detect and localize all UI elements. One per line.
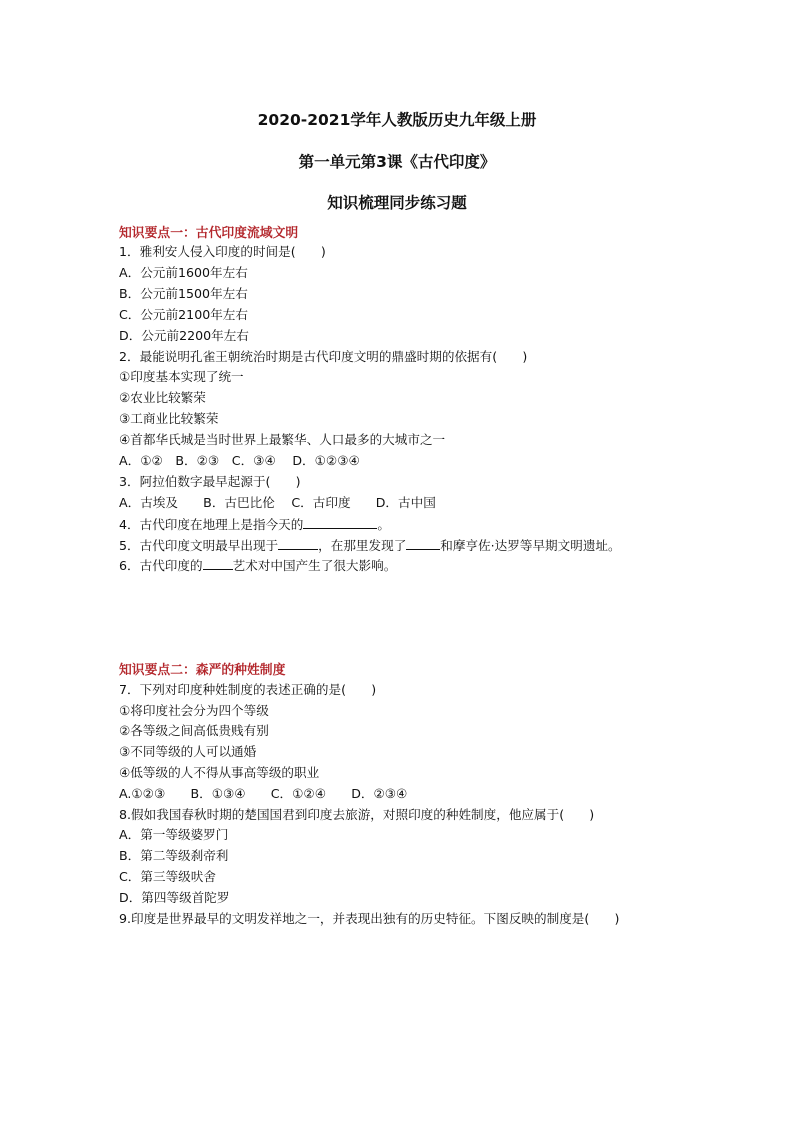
- q3-stem: 3．阿拉伯数字最早起源于( ): [119, 474, 301, 489]
- q7-item-3: ③不同等级的人可以通婚: [119, 744, 257, 759]
- q6-text-before: 6．古代印度的: [119, 558, 203, 573]
- q6-line: [119, 556, 396, 575]
- q1-option-d: D．公元前2200年左右: [119, 328, 249, 343]
- q9-stem: 9.印度是世界最早的文明发祥地之一，并表现出独有的历史特征。下图反映的制度是( ): [119, 911, 620, 926]
- q2-item-2: ②农业比较繁荣: [119, 390, 206, 405]
- q5-answer-blank-1[interactable]: [278, 536, 318, 550]
- q7-choices: A.①②③ B．①③④ C．①②④ D．②③④: [119, 786, 408, 801]
- q2-item-3: ③工商业比较繁荣: [119, 411, 219, 426]
- q2-choices: A．①② B．②③ C．③④ D．①②③④: [119, 453, 360, 468]
- q8-option-d: D．第四等级首陀罗: [119, 890, 230, 905]
- q1-option-a: A．公元前1600年左右: [119, 265, 248, 280]
- q5-text-before: 5．古代印度文明最早出现于: [119, 538, 279, 553]
- q8-option-a: A．第一等级婆罗门: [119, 827, 229, 842]
- q5-text-after: 和摩亨佐·达罗等早期文明遗址。: [440, 538, 621, 553]
- q7-item-4: ④低等级的人不得从事高等级的职业: [119, 765, 320, 780]
- q4-text-before: 4．古代印度在地理上是指今天的: [119, 517, 304, 532]
- q4-line: [119, 515, 390, 534]
- q5-text-middle: ，在那里发现了: [318, 538, 407, 553]
- q3-choices: A．古埃及 B．古巴比伦 C．古印度 D．古中国: [119, 495, 436, 510]
- section1-heading: 知识要点一：古代印度流域文明: [119, 226, 299, 241]
- q1-stem: 1．雅利安人侵入印度的时间是( ): [119, 244, 326, 259]
- q6-text-after: 艺术对中国产生了很大影响。: [232, 558, 397, 573]
- q7-item-2: ②各等级之间高低贵贱有别: [119, 723, 269, 738]
- q4-answer-blank[interactable]: [303, 515, 377, 529]
- q5-line: [119, 536, 621, 555]
- q2-stem: 2．最能说明孔雀王朝统治时期是古代印度文明的鼎盛时期的依据有( ): [119, 349, 528, 364]
- section2-heading: 知识要点二：森严的种姓制度: [119, 663, 286, 678]
- q8-option-b: B．第二等级刹帝利: [119, 848, 229, 863]
- exercise-title: 知识梳理同步练习题: [327, 194, 467, 212]
- q5-answer-blank-2[interactable]: [406, 536, 440, 550]
- lesson-title: 第一单元第3课《古代印度》: [298, 153, 496, 171]
- q1-option-b: B．公元前1500年左右: [119, 286, 248, 301]
- q6-answer-blank[interactable]: [203, 556, 233, 570]
- q1-option-c: C．公元前2100年左右: [119, 307, 248, 322]
- q4-text-after: 。: [377, 517, 390, 532]
- q8-stem: 8.假如我国春秋时期的楚国国君到印度去旅游，对照印度的种姓制度，他应属于( ): [119, 807, 595, 822]
- q8-option-c: C．第三等级吠舍: [119, 869, 216, 884]
- q7-stem: 7．下列对印度种姓制度的表述正确的是( ): [119, 682, 377, 697]
- q2-item-1: ①印度基本实现了统一: [119, 369, 244, 384]
- document-title: 2020-2021学年人教版历史九年级上册: [257, 111, 537, 129]
- q2-item-4: ④首都华氏城是当时世界上最繁华、人口最多的大城市之一: [119, 432, 446, 447]
- q7-item-1: ①将印度社会分为四个等级: [119, 703, 269, 718]
